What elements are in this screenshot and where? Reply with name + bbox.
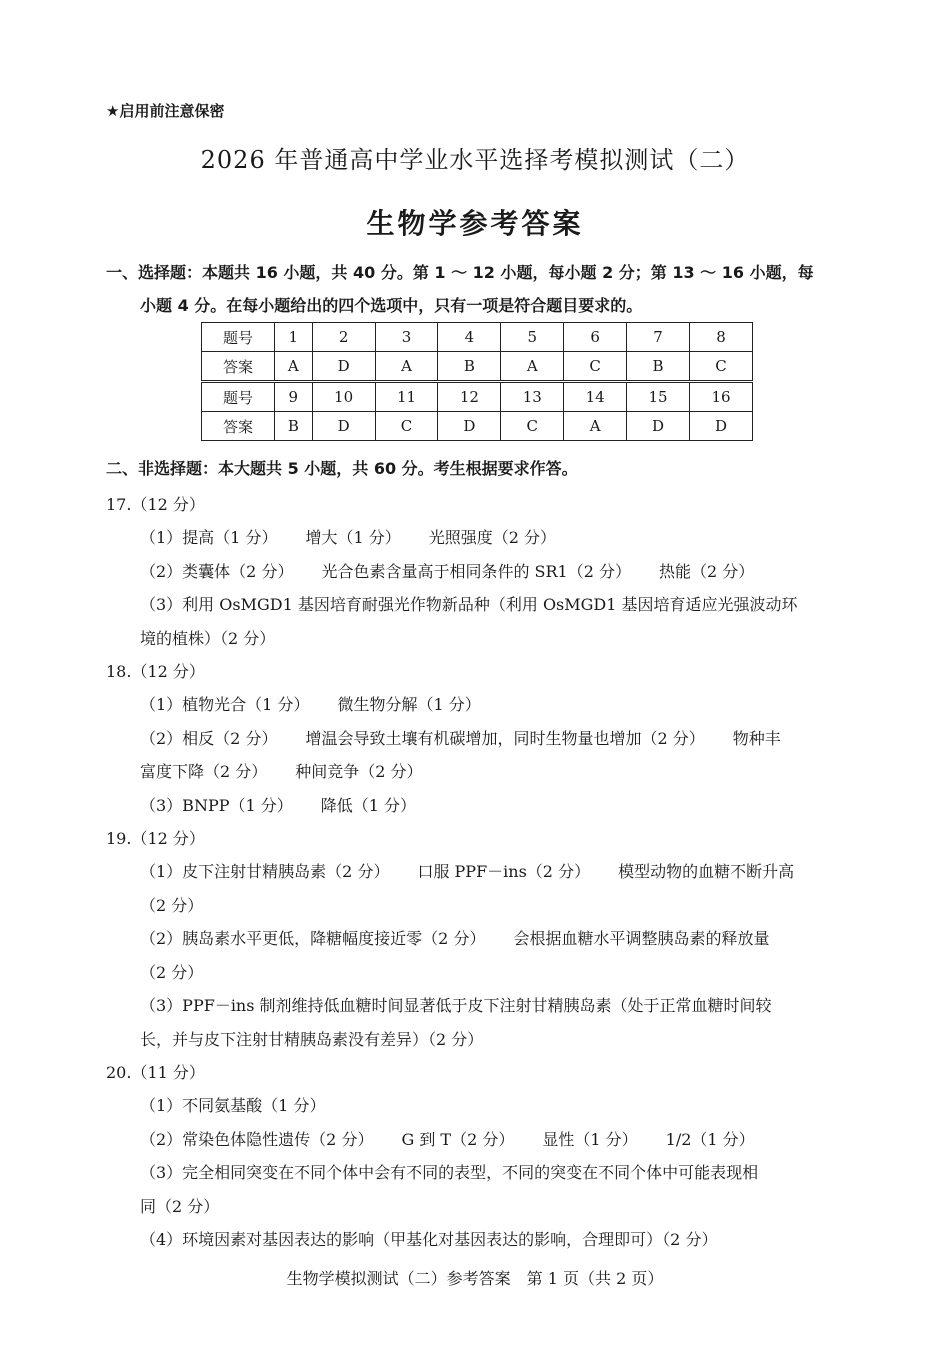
question-number: 9 [275,382,313,412]
answer-part: 光照强度（2 分） [428,528,557,548]
q19-answer-3-line1: （3）PPF－ins 制剂维持低血糖时间显著低于皮下注射甘精胰岛素（处于正常血糖时间较 [140,996,772,1016]
q18-answer-3 [106,789,851,822]
answer-part: （2）胰岛素水平更低，降糖幅度接近零（2 分） [140,929,486,949]
row-label: 题号 [202,323,275,352]
answer-cell: B [275,412,313,441]
answer-part: （2）相反（2 分） [140,728,278,748]
question-number: 16 [690,382,753,412]
question-number: 4 [438,323,501,352]
answer-part: （1）皮下注射甘精胰岛素（2 分） [140,862,390,882]
q19-answer-3-line2: 长，并与皮下注射甘精胰岛素没有差异）（2 分） [140,1029,484,1049]
question-number: 15 [627,382,690,412]
answer-part: 显性（1 分） [542,1129,638,1149]
exam-title: 2026 年普通高中学业水平选择考模拟测试（二） [200,146,750,174]
confidential-mark: ★启用前注意保密 [106,102,225,120]
q17-answer-3-line1: （3）利用 OsMGD1 基因培育耐强光作物新品种（利用 OsMGD1 基因培育适应光强波动环 [140,595,798,615]
answer-part: 增温会导致土壤有机碳增加，同时生物量也增加（2 分） [305,728,705,748]
answer-cell: D [312,352,375,382]
page-footer: 生物学模拟测试（二）参考答案 第 1 页（共 2 页） [286,1269,664,1288]
answer-cell: A [275,352,313,382]
q17-answer-3-line2: 境的植株）（2 分） [140,628,276,648]
question-number: 1 [275,323,313,352]
question-20-heading: 20.（11 分） [106,1062,205,1082]
row-label: 答案 [202,412,275,441]
answer-part: 热能（2 分） [659,561,755,581]
question-number: 8 [690,323,753,352]
section2-heading: 二、非选择题：本大题共 5 小题，共 60 分。考生根据要求作答。 [106,459,578,478]
question-number: 7 [627,323,690,352]
table-row [202,412,753,441]
q20-answer-1: （1）不同氨基酸（1 分） [140,1096,326,1116]
answer-part: 物种丰 [732,728,781,748]
q20-answer-3-line2: 同（2 分） [140,1196,220,1216]
section1-line2: 小题 4 分。在每小题给出的四个选项中，只有一项是符合题目要求的。 [140,296,643,315]
answer-part: 会根据血糖水平调整胰岛素的释放量 [513,929,770,949]
table-row [202,323,753,352]
answer-part: 种间竞争（2 分） [295,762,423,782]
answer-cell: D [438,412,501,441]
answer-cell: A [375,352,438,382]
q19-answer-1-line1 [106,855,851,888]
answer-cell: B [627,352,690,382]
question-number: 2 [312,323,375,352]
q20-answer-3-line1: （3）完全相同突变在不同个体中会有不同的表型，不同的突变在不同个体中可能表现相 [140,1163,759,1183]
answer-cell: D [690,412,753,441]
section1-instructions [106,256,851,322]
q17-answer-2 [106,555,851,588]
table-row [202,382,753,412]
table-row [202,352,753,382]
question-number: 13 [501,382,564,412]
question-number: 11 [375,382,438,412]
answer-part: 1/2（1 分） [665,1129,755,1149]
answer-cell: D [312,412,375,441]
answer-part: 光合色素含量高于相同条件的 SR1（2 分） [321,561,631,581]
q18-answer-1 [106,688,851,721]
answer-cell: C [375,412,438,441]
answer-part: （2）常染色体隐性遗传（2 分） [140,1129,374,1149]
question-number: 12 [438,382,501,412]
question-18-heading: 18.（12 分） [106,662,205,682]
row-label: 题号 [202,382,275,412]
answer-cell: C [564,352,627,382]
answer-cell: B [438,352,501,382]
answer-part: （3）BNPP（1 分） [140,795,293,815]
row-label: 答案 [202,352,275,382]
question-number: 5 [501,323,564,352]
answer-part: 微生物分解（1 分） [337,695,481,715]
q19-answer-1-line2: （2 分） [140,895,204,915]
q17-answer-1 [106,521,851,554]
q18-answer-2-line2 [106,755,851,788]
question-number: 3 [375,323,438,352]
section1-line1: 一、选择题：本题共 16 小题，共 40 分。第 1 ～ 12 小题，每小题 2 分；第 13 ～ 16 小题，每 [106,263,814,282]
q20-answer-4: （4）环境因素对基因表达的影响（甲基化对基因表达的影响，合理即可）（2 分） [140,1229,718,1249]
answer-part: 口服 PPF－ins（2 分） [417,862,591,882]
question-number: 10 [312,382,375,412]
answer-table [201,322,753,441]
answer-part: G 到 T（2 分） [401,1129,515,1149]
exam-subtitle: 生物学参考答案 [366,207,584,240]
answer-cell: D [627,412,690,441]
q19-answer-2-line1 [106,922,851,955]
answer-cell: A [564,412,627,441]
answer-part: 富度下降（2 分） [140,762,268,782]
q20-answer-2 [106,1123,851,1156]
answer-part: 模型动物的血糖不断升高 [618,862,795,882]
answer-part: 降低（1 分） [320,795,417,815]
answer-cell: C [501,412,564,441]
answer-part: （1）植物光合（1 分） [140,695,310,715]
answer-cell: C [690,352,753,382]
question-number: 14 [564,382,627,412]
answer-cell: A [501,352,564,382]
question-17-heading: 17.（12 分） [106,495,205,514]
answers-body [106,488,851,1256]
answer-part: 增大（1 分） [305,528,401,548]
q18-answer-2-line1 [106,722,851,755]
answer-part: （1）提高（1 分） [140,528,278,548]
question-19-heading: 19.（12 分） [106,829,205,849]
question-number: 6 [564,323,627,352]
answer-part: （2）类囊体（2 分） [140,561,294,581]
q19-answer-2-line2: （2 分） [140,962,204,982]
